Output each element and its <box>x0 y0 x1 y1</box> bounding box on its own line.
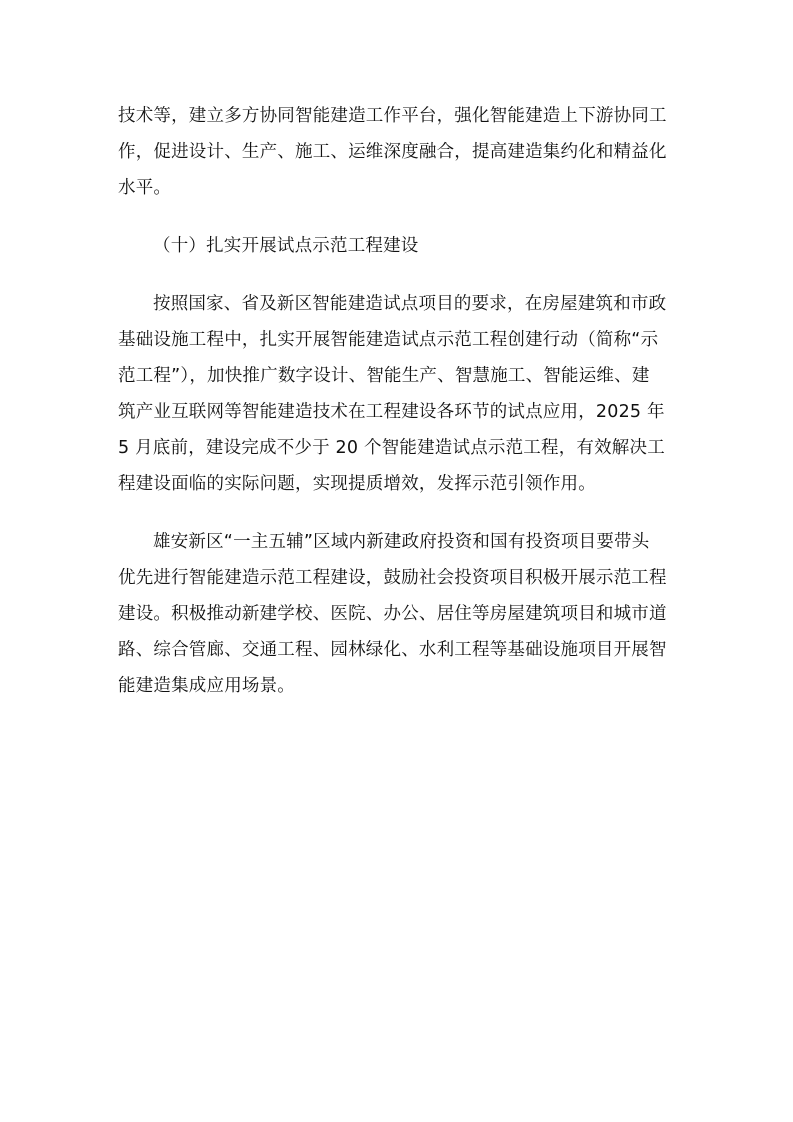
text-line: 程建设面临的实际问题，实现提质增效，发挥示范引领作用。 <box>118 474 596 494</box>
document-body <box>118 98 678 704</box>
paragraph-xiongan <box>118 524 678 704</box>
text-line: 雄安新区“一主五辅”区域内新建政府投资和国有投资项目要带头 <box>153 532 650 552</box>
paragraph-gap <box>118 264 678 286</box>
text-line: 建设。积极推动新建学校、医院、办公、居住等房屋建筑项目和城市道 <box>118 604 667 624</box>
text-line: 水平。 <box>118 178 172 198</box>
text-line: 技术等，建立多方协同智能建造工作平台，强化智能建造上下游协同工 <box>118 106 667 126</box>
paragraph-gap <box>118 502 678 524</box>
text-line: 按照国家、省及新区智能建造试点项目的要求，在房屋建筑和市政 <box>153 294 667 314</box>
text-line: 5 月底前，建设完成不少于 20 个智能建造试点示范工程，有效解决工 <box>118 438 665 458</box>
text-line: 优先进行智能建造示范工程建设，鼓励社会投资项目积极开展示范工程 <box>118 568 667 588</box>
text-line: 作，促进设计、生产、施工、运维深度融合，提高建造集约化和精益化 <box>118 142 667 162</box>
text-line: 范工程”），加快推广数字设计、智能生产、智慧施工、智能运维、建 <box>118 366 650 386</box>
text-line: 路、综合管廊、交通工程、园林绿化、水利工程等基础设施项目开展智 <box>118 640 667 660</box>
paragraph-gap <box>118 206 678 228</box>
text-line: 筑产业互联网等智能建造技术在工程建设各环节的试点应用，2025 年 <box>118 402 665 422</box>
text-line: 能建造集成应用场景。 <box>118 676 295 696</box>
section-heading: （十）扎实开展试点示范工程建设 <box>153 236 419 256</box>
text-line: 基础设施工程中，扎实开展智能建造试点示范工程创建行动（简称“示 <box>118 330 659 350</box>
paragraph-continuation <box>118 98 678 206</box>
paragraph-pilot-projects <box>118 286 678 502</box>
